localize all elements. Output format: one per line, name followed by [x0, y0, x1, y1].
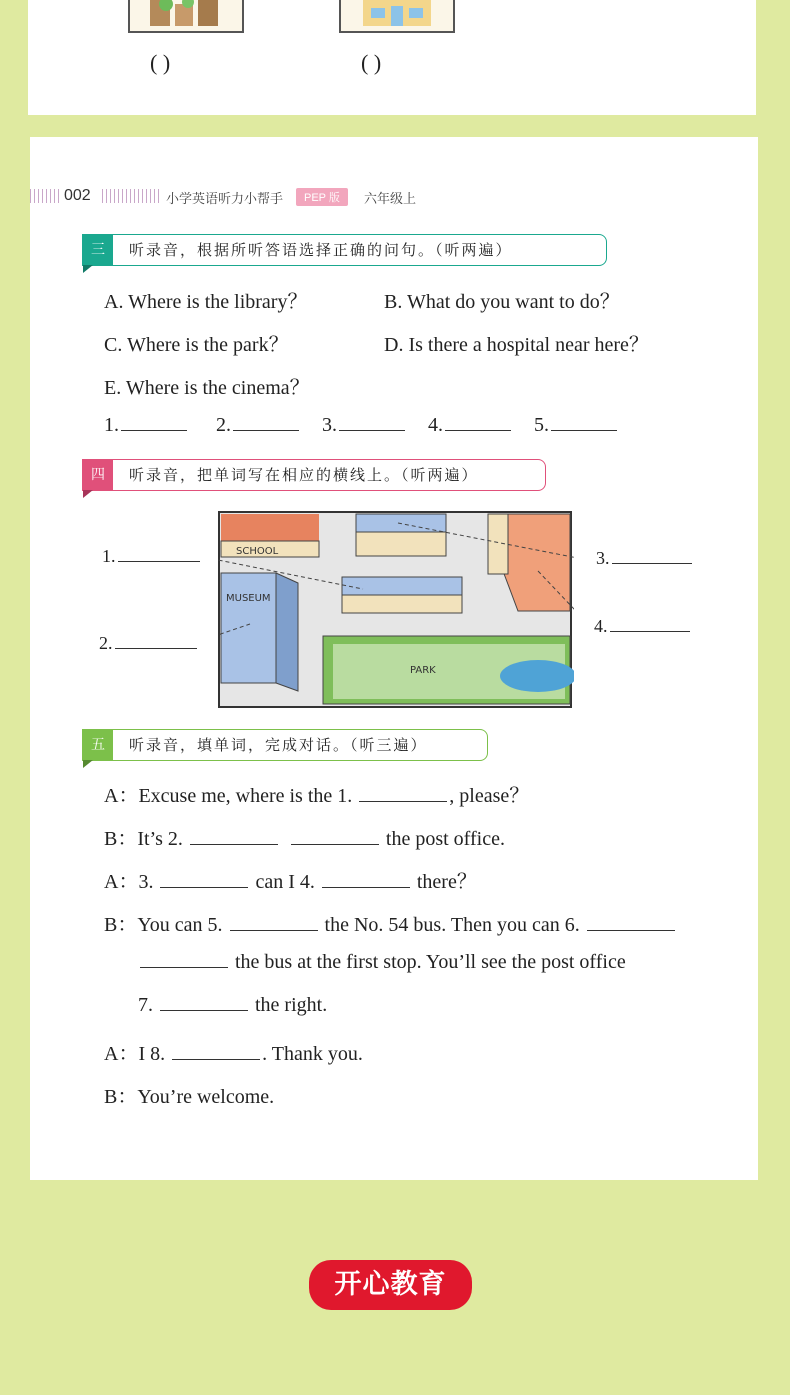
section-4-number: 四: [83, 460, 113, 490]
speaker: A：: [104, 785, 139, 807]
dialogue-line-7: [104, 1037, 363, 1066]
option-d: D. Is there a hospital near here？: [384, 334, 649, 356]
speaker: A：: [104, 871, 139, 893]
answer-blank[interactable]: [445, 429, 511, 431]
picture-building: [339, 0, 455, 33]
dialogue-text: the bus at the first stop. You’ll see the post office: [235, 951, 626, 973]
option-a: A. Where is the library？: [104, 291, 308, 313]
section-3-number: 三: [83, 235, 113, 265]
dialogue-text: can I 4.: [255, 871, 315, 893]
dialogue-blank[interactable]: [230, 929, 318, 931]
section-4-instruction: 听录音，把单词写在相应的横线上。（听两遍）: [129, 466, 479, 484]
option-c: C. Where is the park？: [104, 334, 289, 356]
edition-badge: PEP 版: [296, 188, 348, 206]
dialogue-line-5: [138, 951, 626, 974]
dialogue-line-4: [104, 908, 677, 937]
map-answer-blank[interactable]: [612, 562, 692, 564]
dialogue-text: You can 5.: [137, 914, 223, 936]
shop-illustration: [130, 0, 242, 31]
dialogue-text: , please？: [449, 785, 530, 807]
speaker: B：: [104, 828, 138, 850]
dialogue-blank[interactable]: [160, 1009, 248, 1011]
dialogue-text: the No. 54 bus. Then you can 6.: [324, 914, 580, 936]
dialogue-line-6: [138, 994, 327, 1017]
dialogue-line-3: [104, 865, 477, 894]
speaker: A：: [104, 1043, 139, 1065]
dialogue-blank[interactable]: [587, 929, 675, 931]
dialogue-text: You’re welcome.: [137, 1086, 275, 1108]
answer-blank[interactable]: [551, 429, 617, 431]
building-illustration: [341, 0, 453, 31]
banner-tail: [83, 490, 93, 498]
answer-label: 4.: [428, 414, 443, 436]
dialogue-blank[interactable]: [172, 1058, 260, 1060]
section-5-banner: [82, 729, 488, 761]
map-blank-3: [596, 548, 694, 569]
dialogue-text: I 8.: [138, 1043, 166, 1065]
dialogue-line-2: [104, 822, 505, 851]
museum-label: MUSEUM: [226, 593, 271, 604]
dialogue-text: the post office.: [385, 828, 505, 850]
answer-blank[interactable]: [233, 429, 299, 431]
map-answer-blank[interactable]: [115, 647, 197, 649]
dialogue-blank[interactable]: [359, 800, 447, 802]
section-4-banner: [82, 459, 546, 491]
header-dots-left: [30, 189, 60, 203]
map-blank-label: 4.: [594, 616, 608, 636]
map-blank-label: 2.: [99, 633, 113, 653]
answer-label: 5.: [534, 414, 549, 436]
answer-label: 3.: [322, 414, 337, 436]
dialogue-text: It’s 2.: [137, 828, 183, 850]
map-blank-1: [102, 546, 202, 567]
dialogue-line-1: [104, 779, 529, 808]
option-b: B. What do you want to do？: [384, 291, 620, 313]
dialogue-blank[interactable]: [140, 966, 228, 968]
answer-row: [104, 414, 619, 437]
picture-store: [128, 0, 244, 33]
map-blank-4: [594, 616, 692, 637]
dialogue-text: . Thank you.: [262, 1043, 363, 1065]
answer-label: 1.: [104, 414, 119, 436]
park-label: PARK: [410, 665, 436, 676]
page-number: 002: [64, 187, 91, 204]
answer-parenthesis-1[interactable]: ( ): [150, 50, 171, 75]
section-5-number: 五: [83, 730, 113, 760]
header-dots-mid: [102, 189, 160, 203]
top-sheet: [28, 0, 756, 115]
answer-blank[interactable]: [339, 429, 405, 431]
dialogue-text: there？: [416, 871, 477, 893]
map-blank-label: 1.: [102, 546, 116, 566]
section-5-instruction: 听录音，填单词，完成对话。（听三遍）: [129, 736, 428, 754]
main-sheet: [30, 137, 758, 1180]
dialogue-blank[interactable]: [190, 843, 278, 845]
dialogue-text: the right.: [255, 994, 328, 1016]
banner-tail: [83, 760, 93, 768]
speaker: B：: [104, 1086, 138, 1108]
dialogue-blank[interactable]: [160, 886, 248, 888]
speaker: B：: [104, 914, 138, 936]
dialogue-line-8: [104, 1080, 274, 1109]
banner-tail: [83, 265, 93, 273]
section-3-instruction: 听录音，根据所听答语选择正确的问句。（听两遍）: [129, 241, 513, 259]
dialogue-blank[interactable]: [291, 843, 379, 845]
grade-label: 六年级上: [364, 191, 417, 206]
answer-label: 2.: [216, 414, 231, 436]
school-label: SCHOOL: [236, 546, 279, 557]
dialogue-text: 3.: [138, 871, 154, 893]
book-title: 小学英语听力小帮手: [166, 191, 284, 206]
map-blank-label: 3.: [596, 548, 610, 568]
answer-blank[interactable]: [121, 429, 187, 431]
dialogue-text: 7.: [138, 994, 153, 1016]
brand-logo: 开心教育: [309, 1260, 472, 1310]
dialogue-blank[interactable]: [322, 886, 410, 888]
dialogue-text: Excuse me, where is the 1.: [138, 785, 353, 807]
town-map-illustration: [218, 511, 574, 709]
section-3-banner: [82, 234, 607, 266]
map-answer-blank[interactable]: [610, 630, 690, 632]
answer-parenthesis-2[interactable]: ( ): [361, 50, 382, 75]
option-e: E. Where is the cinema？: [104, 377, 310, 399]
map-blank-2: [99, 633, 199, 654]
map-answer-blank[interactable]: [118, 560, 200, 562]
